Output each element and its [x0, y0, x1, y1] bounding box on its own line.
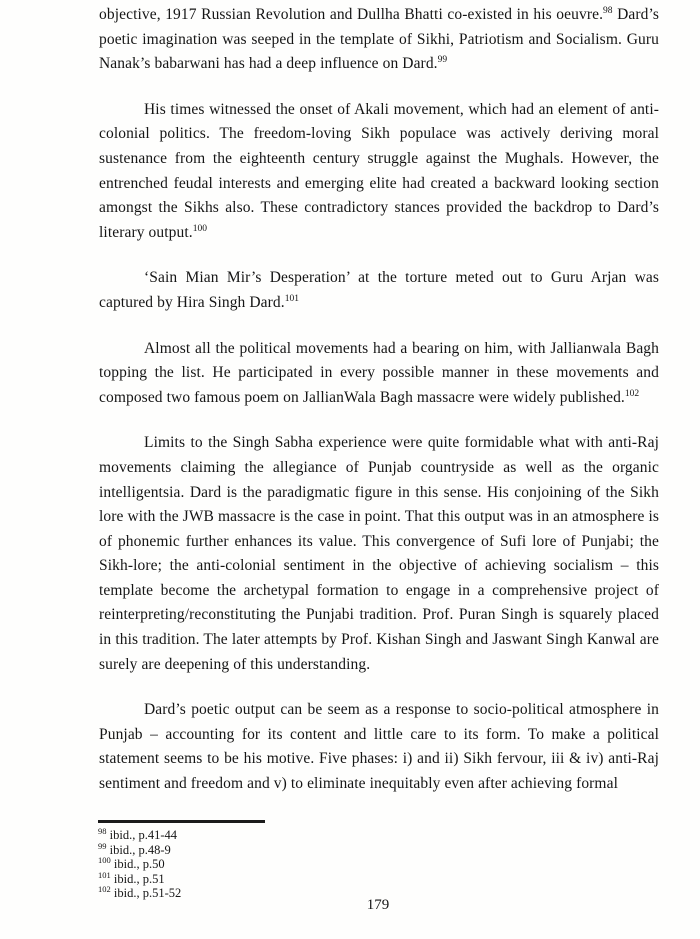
paragraph-text: Dard’s poetic output can be seem as a response to socio-political atmosphere in Punjab – accounting for its content and little care to its form. To make a political statement seems to be his motive. Five phases: i) and ii) Sikh fervour, iii & iv) anti-Raj sentiment and freedom and v) to eliminate inequitably even after achieving formal	[99, 701, 659, 793]
footnote-number: 100	[98, 855, 111, 866]
paragraph-text: His times witnessed the onset of Akali movement, which had an element of anti-colonial politics. The freedom-loving Sikh populace was actively deriving moral sustenance from the eighteenth century struggle against the Mughals. However, the entrenched feudal interests and emerging elite had created a backward looking section amongst the Sikhs also. These contradictory stances provided the backdrop to Dard’s literary output.	[99, 100, 659, 241]
footnote	[98, 869, 658, 887]
footnote-text: ibid., p.51-52	[110, 886, 182, 901]
footnote-text: ibid., p.48-9	[106, 842, 171, 857]
footnote-marker: 98	[603, 5, 613, 16]
footnote-text: ibid., p.51	[110, 871, 165, 886]
paragraph	[99, 337, 659, 411]
footnote	[98, 857, 658, 872]
footnote-marker: 101	[284, 293, 299, 304]
footnote-number: 102	[98, 884, 111, 895]
footnote-separator-rule	[98, 820, 265, 823]
footnotes-list	[98, 825, 658, 901]
footnote-number: 99	[98, 840, 107, 851]
paragraph-text: ‘Sain Mian Mir’s Desperation’ at the torture meted out to Guru Arjan was captured by Hira Singh Dard.	[99, 269, 659, 311]
footnote-text: ibid., p.50	[110, 857, 165, 872]
footnote	[98, 825, 658, 843]
paragraph-text: Dard’s poetic imagination was seeped in the template of Sikhi, Patriotism and Socialism. Guru Nanak’s babarwani has had a deep influence on Dard.	[99, 6, 659, 73]
paragraph	[99, 431, 659, 677]
footnote-marker: 102	[624, 388, 640, 399]
paragraph	[99, 3, 659, 77]
paragraph-text: objective, 1917 Russian Revolution and Dullha Bhatti co-existed in his oeuvre.	[99, 6, 604, 23]
footnotes-section	[98, 820, 658, 901]
paragraph	[99, 98, 659, 246]
footnote-number: 101	[98, 869, 111, 880]
footnote	[98, 840, 658, 858]
footnote-marker: 100	[192, 223, 207, 234]
paragraph-text: Limits to the Singh Sabha experience were quite formidable what with anti-Raj movements claiming the allegiance of Punjab countryside as well as the organic intelligentsia. Dard is the paradigmatic figure in this sense. His conjoining of the Sikh lore with the JWB massacre is the case in point. That this output was in an atmosphere is of phonemic further enhances its value. This convergence of Sufi lore of Punjabi; the Sikh-lore; the anti-colonial sentiment in the objective of achieving socialism – this template become the archetypal formation to engage in a comprehensive project of reinterpreting/reconstituting the Punjabi tradition. Prof. Puran Singh is squarely placed in this tradition. The later attempts by Prof. Kishan Singh and Jaswant Singh Kanwal are surely are deepening of this understanding.	[99, 434, 659, 673]
footnote-number: 98	[98, 825, 107, 836]
page-number: 179	[366, 897, 390, 913]
paragraph	[99, 698, 659, 796]
footnote-marker: 99	[437, 55, 448, 66]
body-paragraphs	[99, 3, 659, 818]
paragraph	[99, 266, 659, 315]
paragraph-text: Almost all the political movements had a bearing on him, with Jallianwala Bagh topping the list. He participated in every possible manner in these movements and composed two famous poem on JallianWala Bagh massacre were widely published.	[99, 339, 659, 406]
footnote-text: ibid., p.41-44	[106, 828, 177, 842]
